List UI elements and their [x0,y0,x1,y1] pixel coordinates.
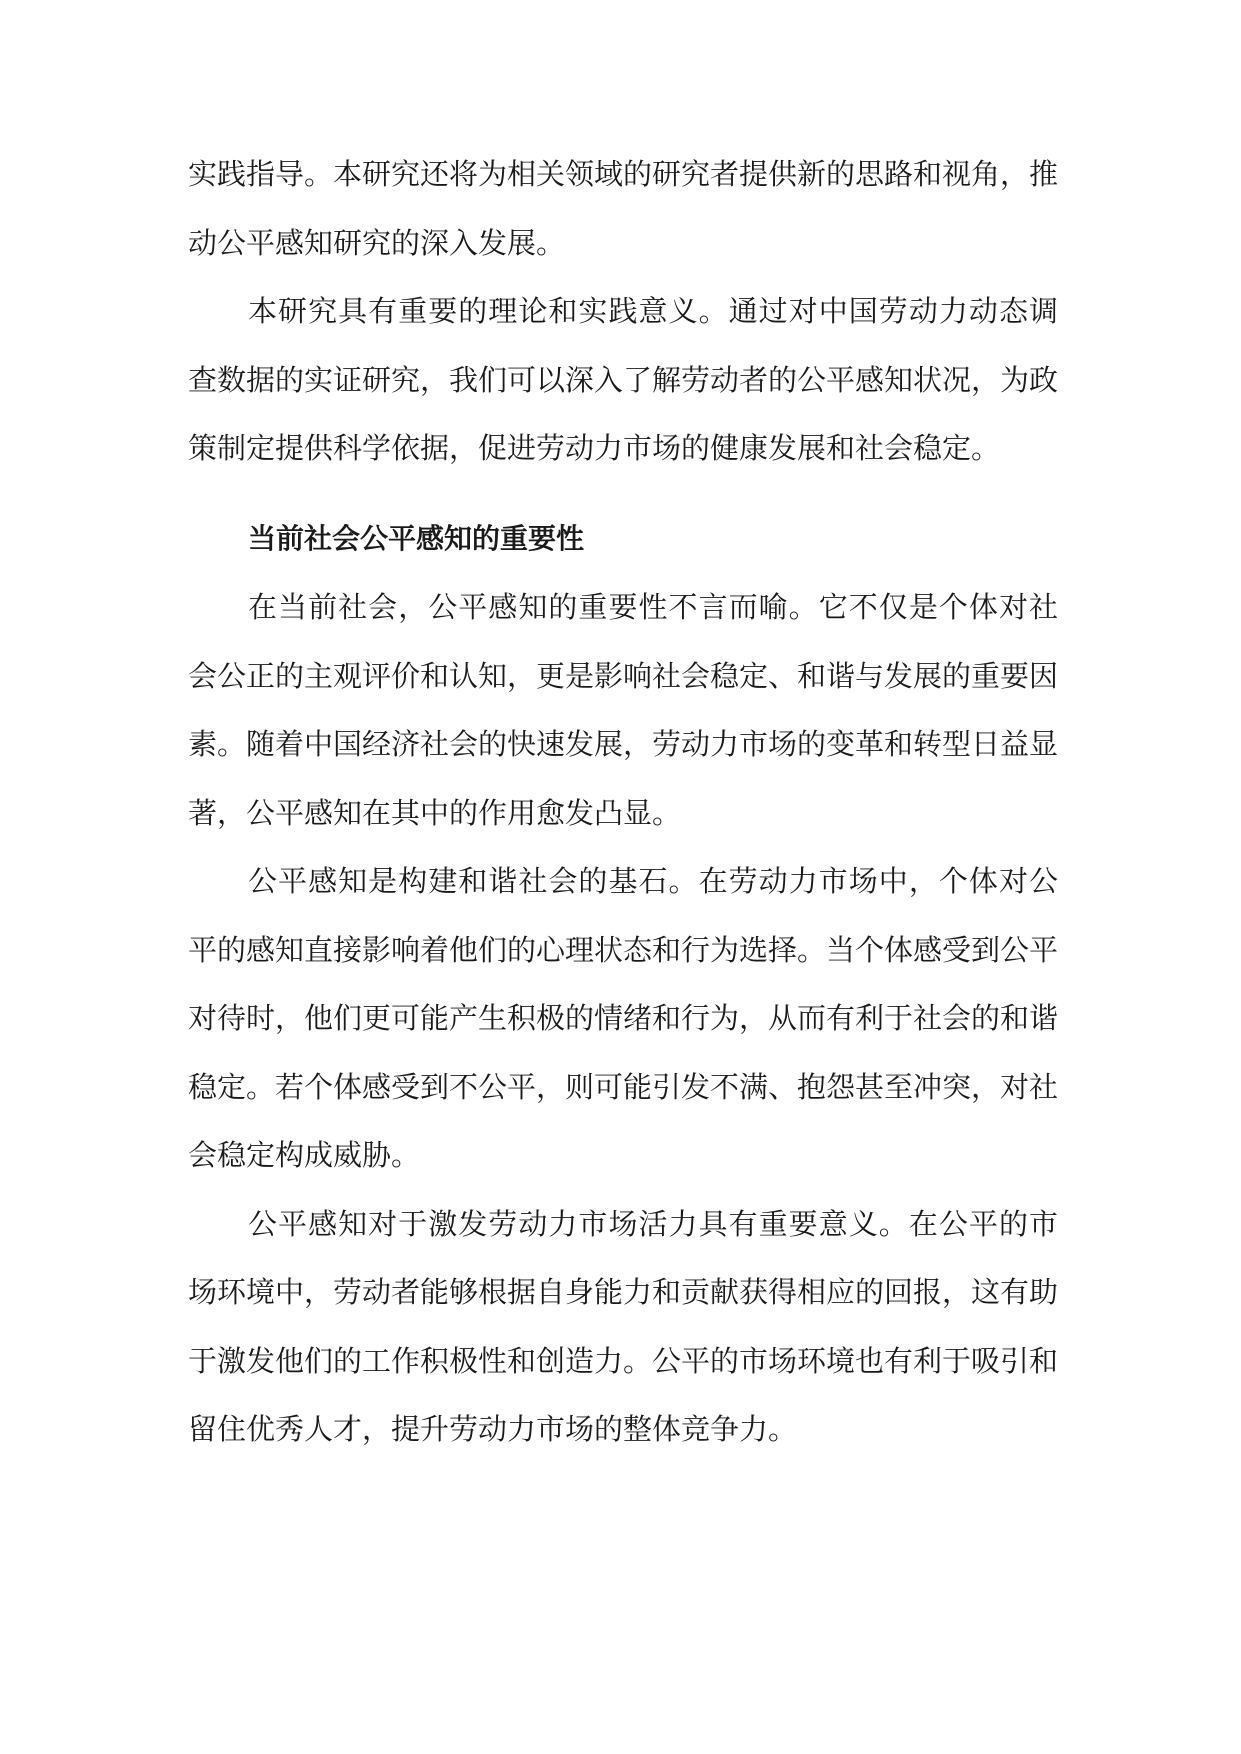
paragraph-harmony: 公平感知是构建和谐社会的基石。在劳动力市场中，个体对公平的感知直接影响着他们的心理状态和行为选择。当个体感受到公平对待时，他们更可能产生积极的情绪和行为，从而有利于社会的和谐稳定。若个体感受到不公平，则可能引发不满、抱怨甚至冲突，对社会稳定构成威胁。 [188,864,1059,1172]
paragraph-continuation: 实践指导。本研究还将为相关领域的研究者提供新的思路和视角，推动公平感知研究的深入发展。 [188,157,1059,260]
section-heading: 当前社会公平感知的重要性 [248,521,585,555]
paragraph-importance: 在当前社会，公平感知的重要性不言而喻。它不仅是个体对社会公正的主观评价和认知，更是影响社会稳定、和谐与发展的重要因素。随着中国经济社会的快速发展，劳动力市场的变革和转型日益显著，公平感知在其中的作用愈发凸显。 [188,590,1059,830]
document-page [188,140,1058,1464]
paragraph-significance: 本研究具有重要的理论和实践意义。通过对中国劳动力动态调查数据的实证研究，我们可以深入了解劳动者的公平感知状况，为政策制定提供科学依据，促进劳动力市场的健康发展和社会稳定。 [188,294,1059,465]
paragraph-vitality: 公平感知对于激发劳动力市场活力具有重要意义。在公平的市场环境中，劳动者能够根据自身能力和贡献获得相应的回报，这有助于激发他们的工作积极性和创造力。公平的市场环境也有利于吸引和留住优秀人才，提升劳动力市场的整体竞争力。 [188,1206,1059,1446]
